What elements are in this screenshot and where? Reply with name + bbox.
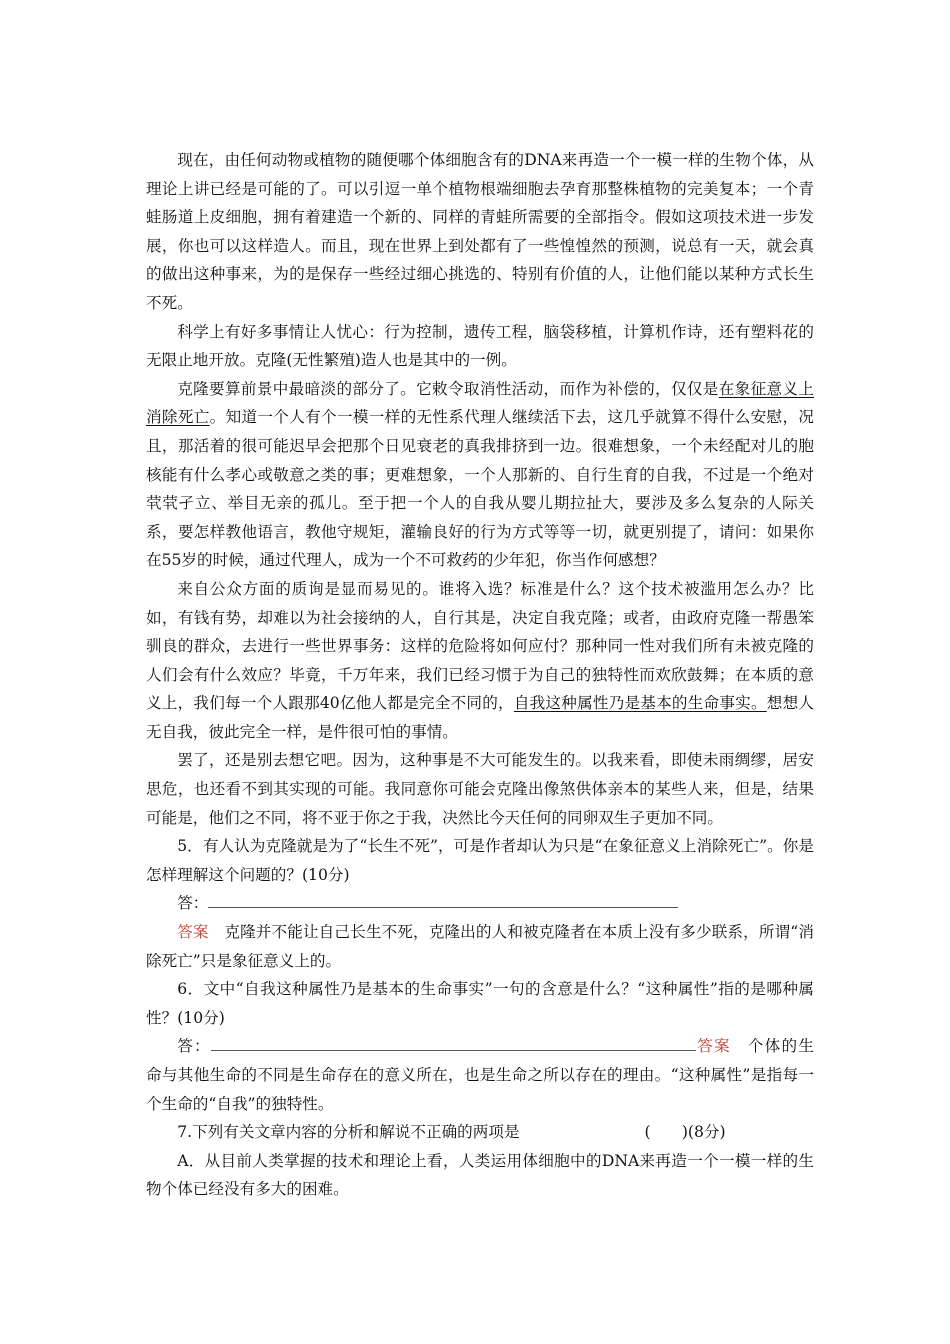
question-7-text: 7.下列有关文章内容的分析和解说不正确的两项是 <box>177 1123 520 1142</box>
underlined-phrase-symbolic: 在象征意义上消除死亡 <box>146 379 814 427</box>
passage-paragraph-2: 科学上有好多事情让人忧心：行为控制，遗传工程，脑袋移植，计算机作诗，还有塑料花的无限止地开放。克隆(无性繁殖)造人也是其中的一例。 <box>146 322 814 370</box>
answer-parentheses: ( ) <box>644 1123 688 1142</box>
passage-paragraph-3 <box>146 375 814 575</box>
question-7 <box>146 1118 814 1147</box>
paragraph-4-text-end: 想想人无自我，彼此完全一样，是件很可怕的事情。 <box>146 694 814 741</box>
document-page <box>146 146 814 1204</box>
answer-text: 克隆并不能让自己长生不死，克隆出的人和被克隆者在本质上没有多少联系，所谓“消除死亡”只是象征意义上的。 <box>146 923 814 970</box>
paragraph-3-text-start: 克隆要算前景中最暗淡的部分了。它敕令取消性活动，而作为补偿的，仅仅是 <box>177 379 719 398</box>
question-6-answer <box>146 1032 814 1118</box>
question-7-score: (8分) <box>687 1123 726 1142</box>
answer-text: 个体的生命与其他生命的不同是生命存在的意义所在，也是生命之所以存在的理由。“这种属性”是指每一个生命的“自我”的独特性。 <box>146 1037 814 1113</box>
passage-paragraph-5: 罢了，还是别去想它吧。因为，这种事是不大可能发生的。以我来看，即使未雨绸缪，居安思危，也还看不到其实现的可能。我同意你可能会克隆出像煞供体亲本的某些人来，但是，结果可能是，他们之不同，将不亚于你之于我，决然比今天任何的同卵双生子更加不同。 <box>146 751 814 827</box>
answer-blank <box>208 891 678 908</box>
question-5-answer-line <box>146 889 814 918</box>
question-6: 6．文中“自我这种属性乃是基本的生命事实”一句的含意是什么？“这种属性”指的是哪种属性？(10分) <box>146 980 814 1027</box>
answer-blank <box>211 1034 666 1051</box>
question-5-answer <box>146 918 814 975</box>
underlined-phrase-self: 自我这种属性乃是基本的生命事实。 <box>513 694 767 713</box>
question-7-option-a: A．从目前人类掌握的技术和理论上看，人类运用体细胞中的DNA来再造一个一模一样的生物个体已经没有多大的困难。 <box>146 1151 814 1199</box>
answer-label: 答案 <box>177 923 209 942</box>
passage-paragraph-1: 现在，由任何动物或植物的随便哪个体细胞含有的DNA来再造一个一模一样的生物个体，从理论上讲已经是可能的了。可以引逗一单个植物根端细胞去孕育那整株植物的完美复本；一个青蛙肠道上皮细胞，拥有着建造一个新的、同样的青蛙所需要的全部指令。假如这项技术进一步发展，你也可以这样造人。而且，现在世界上到处都有了一些惶惶然的预测，说总有一天，就会真的做出这种事来，为的是保存一些经过细心挑选的、特别有价值的人，让他们能以某种方式长生不死。 <box>146 151 814 312</box>
answer-prompt: 答： <box>177 1037 211 1056</box>
passage-paragraph-4 <box>146 575 814 747</box>
paragraph-3-text-end: 。知道一个人有个一模一样的无性系代理人继续活下去，这几乎就算不得什么安慰，况且，那活着的很可能迟早会把那个日见衰老的真我排挤到一边。很难想象，一个未经配对儿的胞核能有什么孝心或敬意之类的事；更难想象，一个人那新的、自行生育的自我，不过是一个绝对茕茕孑立、举目无亲的孤儿。至于把一个人的自我从婴儿期拉扯大，要涉及多么复杂的人际关系，要怎样教他语言，教他守规矩，灌输良好的行为方式等等一切，就更别提了，请问：如果你在55岁的时候，通过代理人，成为一个不可救药的少年犯，你当作何感想？ <box>146 408 814 570</box>
paragraph-4-text-start: 来自公众方面的质询是显而易见的。谁将入选？标准是什么？这个技术被滥用怎么办？比如，有钱有势，却难以为社会接纳的人，自行其是，决定自我克隆；或者，由政府克隆一帮愚笨驯良的群众，去进行一些世界事务：这样的危险将如何应付？那种同一性对我们所有未被克隆的人们会有什么效应？毕竟，千万年来，我们已经习惯于为自己的独特性而欢欣鼓舞；在本质的意义上，我们每一个人跟那40亿他人都是完全不同的， <box>146 579 814 713</box>
answer-blank-short <box>666 1034 696 1051</box>
question-5: 5．有人认为克隆就是为了“长生不死”，可是作者却认为只是“在象征意义上消除死亡”。你是怎样理解这个问题的？(10分) <box>146 837 814 884</box>
answer-prompt: 答： <box>177 894 209 913</box>
answer-label: 答案 <box>695 1037 731 1056</box>
